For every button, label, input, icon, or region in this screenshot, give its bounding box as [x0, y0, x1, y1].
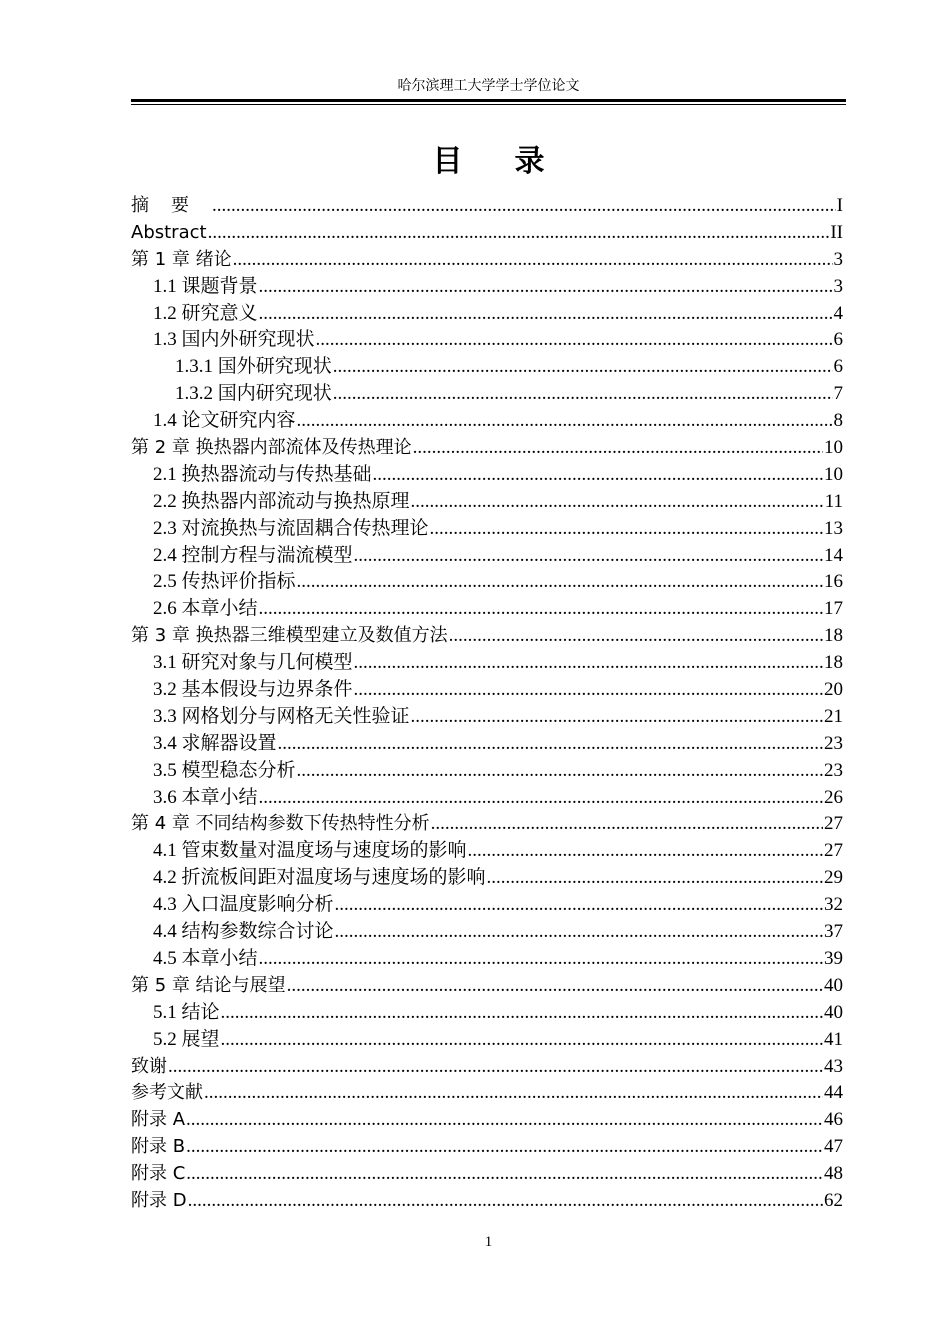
toc-entry-label: 第 4 章 不同结构参数下传热特性分析	[131, 813, 430, 835]
toc-entry[interactable]	[131, 785, 843, 812]
toc-entry[interactable]	[131, 1000, 843, 1027]
dot-leader	[221, 1000, 823, 1027]
toc-entry-label: 3.4 求解器设置	[153, 732, 277, 754]
toc-entry-label: 附录 A	[131, 1109, 186, 1131]
toc-entry-label: 4.4 结构参数综合讨论	[153, 921, 334, 943]
toc-entry[interactable]	[131, 462, 843, 489]
toc-entry-label: 1.3 国内外研究现状	[153, 329, 315, 351]
toc-entry-page: 18	[824, 625, 843, 647]
toc-entry[interactable]	[131, 892, 843, 919]
dot-leader	[186, 1134, 823, 1161]
toc-entry-label: 第 1 章 绪论	[131, 248, 232, 270]
toc-entry-label: 1.2 研究意义	[153, 302, 258, 324]
toc-entry-label: 3.1 研究对象与几何模型	[153, 652, 353, 674]
toc-entry-page: 10	[824, 437, 843, 459]
toc-entry-label: 2.5 传热评价指标	[153, 571, 296, 593]
toc-entry-label: 附录 B	[131, 1136, 186, 1158]
dot-leader	[449, 623, 823, 650]
toc-entry[interactable]	[131, 301, 843, 328]
dot-leader	[186, 1161, 823, 1188]
toc-entry-label: 2.2 换热器内部流动与换热原理	[153, 490, 410, 512]
toc-entry-page: 8	[833, 410, 843, 432]
toc-entry-page: 14	[824, 544, 843, 566]
dot-leader	[259, 274, 833, 301]
toc-entry[interactable]	[131, 543, 843, 570]
toc-entry-page: 20	[824, 679, 843, 701]
dot-leader	[335, 919, 823, 946]
toc-entry-page: 16	[824, 571, 843, 593]
dot-leader	[297, 408, 833, 435]
dot-leader	[373, 462, 823, 489]
toc-entry[interactable]	[131, 489, 843, 516]
toc-entry[interactable]	[131, 1107, 843, 1134]
page-number: 1	[484, 1234, 493, 1250]
toc-entry[interactable]	[131, 973, 843, 1000]
dot-leader	[468, 838, 823, 865]
toc-entry-page: 21	[824, 705, 843, 727]
toc-entry[interactable]	[131, 435, 843, 462]
toc-entry-label: 附录 D	[131, 1189, 187, 1211]
toc-entry-page: 48	[824, 1163, 843, 1185]
toc-entry[interactable]	[131, 1188, 843, 1215]
dot-leader	[411, 489, 824, 516]
dot-leader	[259, 785, 823, 812]
toc-entry-page: 11	[824, 490, 843, 512]
toc-entry-page: 3	[833, 248, 843, 270]
toc-entry-page: 7	[833, 383, 843, 405]
toc-entry-label: 3.2 基本假设与边界条件	[153, 679, 353, 701]
toc-entry-page: 13	[824, 517, 843, 539]
toc-entry-label: 第 2 章 换热器内部流体及传热理论	[131, 437, 412, 459]
dot-leader	[431, 811, 823, 838]
toc-entry-page: 17	[824, 598, 843, 620]
toc-entry-label: 4.3 入口温度影响分析	[153, 894, 334, 916]
toc-entry-page: 43	[824, 1055, 843, 1077]
page-title: 目录	[432, 144, 597, 179]
toc-entry-page: 27	[824, 840, 843, 862]
toc-entry-label: Abstract	[131, 221, 207, 243]
toc-entry[interactable]	[131, 919, 843, 946]
toc-entry-label: 3.5 模型稳态分析	[153, 759, 296, 781]
toc-entry-label: 1.3.1 国外研究现状	[175, 356, 332, 378]
toc-entry[interactable]	[131, 811, 843, 838]
dot-leader	[333, 354, 833, 381]
toc-entry-label: 4.2 折流板间距对温度场与速度场的影响	[153, 867, 486, 889]
toc-entry[interactable]	[131, 569, 843, 596]
toc-entry-page: 32	[824, 894, 843, 916]
toc-entry-page: 10	[824, 463, 843, 485]
toc-entry-page: 62	[824, 1189, 843, 1211]
toc-entry[interactable]	[131, 381, 843, 408]
toc-entry[interactable]	[131, 946, 843, 973]
toc-entry[interactable]	[131, 1027, 843, 1054]
toc-entry[interactable]	[131, 677, 843, 704]
toc-entry-label: 5.1 结论	[153, 1001, 220, 1023]
header-rule-thin	[131, 104, 846, 105]
toc-entry-label: 3.3 网格划分与网格无关性验证	[153, 705, 410, 727]
toc-entry[interactable]	[131, 731, 843, 758]
toc-entry-page: 46	[824, 1109, 843, 1131]
toc-entry[interactable]	[131, 327, 843, 354]
toc-entry[interactable]	[131, 758, 843, 785]
toc-entry-label: 3.6 本章小结	[153, 786, 258, 808]
toc-entry-page: 4	[833, 302, 843, 324]
toc-entry[interactable]	[131, 838, 843, 865]
table-of-contents	[131, 193, 843, 1215]
toc-entry-page: 39	[824, 947, 843, 969]
dot-leader	[204, 1080, 823, 1107]
toc-entry-page: 40	[824, 974, 843, 996]
dot-leader	[188, 1188, 823, 1215]
toc-entry-label: 1.1 课题背景	[153, 275, 258, 297]
dot-leader	[212, 193, 836, 220]
dot-leader	[259, 596, 823, 623]
dot-leader	[354, 543, 823, 570]
dot-leader	[287, 973, 823, 1000]
toc-entry[interactable]	[131, 650, 843, 677]
dot-leader	[413, 435, 823, 462]
toc-entry[interactable]	[131, 1080, 843, 1107]
toc-entry-page: 23	[824, 759, 843, 781]
toc-entry-page: 6	[833, 356, 843, 378]
dot-leader	[208, 220, 830, 247]
toc-entry-label: 2.3 对流换热与流固耦合传热理论	[153, 517, 429, 539]
toc-entry[interactable]	[131, 1161, 843, 1188]
toc-entry-label: 第 5 章 结论与展望	[131, 974, 286, 996]
dot-leader	[259, 946, 823, 973]
dot-leader	[354, 650, 823, 677]
dot-leader	[278, 731, 823, 758]
toc-entry[interactable]	[131, 865, 843, 892]
dot-leader	[297, 569, 823, 596]
toc-entry[interactable]	[131, 274, 843, 301]
toc-entry-page: 6	[833, 329, 843, 351]
toc-entry[interactable]	[131, 408, 843, 435]
toc-entry[interactable]	[131, 1054, 843, 1081]
toc-entry-label: 4.1 管束数量对温度场与速度场的影响	[153, 840, 467, 862]
dot-leader	[221, 1027, 823, 1054]
toc-entry-page: 44	[824, 1082, 843, 1104]
dot-leader	[487, 865, 823, 892]
toc-entry-label: 2.1 换热器流动与传热基础	[153, 463, 372, 485]
toc-entry-label: 参考文献	[131, 1082, 203, 1104]
dot-leader	[297, 758, 823, 785]
toc-entry-label: 致谢	[131, 1055, 167, 1077]
toc-entry-page: II	[830, 221, 843, 243]
toc-entry-label: 第 3 章 换热器三维模型建立及数值方法	[131, 625, 448, 647]
toc-entry[interactable]	[131, 623, 843, 650]
dot-leader	[430, 516, 823, 543]
toc-entry-page: 23	[824, 732, 843, 754]
toc-entry-page: 40	[824, 1001, 843, 1023]
toc-entry-label: 1.4 论文研究内容	[153, 410, 296, 432]
toc-entry[interactable]	[131, 354, 843, 381]
toc-entry-page: 37	[824, 921, 843, 943]
toc-entry-label: 2.6 本章小结	[153, 598, 258, 620]
toc-entry[interactable]	[131, 516, 843, 543]
toc-entry-label: 摘要	[131, 195, 211, 216]
toc-entry-page: 29	[824, 867, 843, 889]
toc-entry-page: 26	[824, 786, 843, 808]
toc-entry-label: 1.3.2 国内研究现状	[175, 383, 332, 405]
dot-leader	[411, 704, 823, 731]
dot-leader	[316, 327, 833, 354]
header-rule-thick	[131, 99, 846, 102]
toc-entry-page: 18	[824, 652, 843, 674]
dot-leader	[335, 892, 823, 919]
toc-entry[interactable]	[131, 596, 843, 623]
toc-entry-page: I	[836, 195, 843, 216]
toc-entry-page: 47	[824, 1136, 843, 1158]
dot-leader	[233, 247, 833, 274]
toc-entry[interactable]	[131, 220, 843, 247]
dot-leader	[333, 381, 833, 408]
toc-entry-label: 4.5 本章小结	[153, 947, 258, 969]
toc-entry[interactable]	[131, 704, 843, 731]
dot-leader	[354, 677, 823, 704]
toc-entry[interactable]	[131, 193, 843, 220]
toc-entry-label: 2.4 控制方程与湍流模型	[153, 544, 353, 566]
toc-entry-page: 27	[824, 813, 843, 835]
running-header: 哈尔滨理工大学学士学位论文	[397, 79, 580, 94]
toc-entry-label: 附录 C	[131, 1163, 186, 1185]
dot-leader	[259, 301, 833, 328]
dot-leader	[186, 1107, 823, 1134]
toc-entry-page: 3	[833, 275, 843, 297]
toc-entry-label: 5.2 展望	[153, 1028, 220, 1050]
toc-entry[interactable]	[131, 247, 843, 274]
dot-leader	[168, 1054, 823, 1081]
toc-entry-page: 41	[824, 1028, 843, 1050]
toc-entry[interactable]	[131, 1134, 843, 1161]
